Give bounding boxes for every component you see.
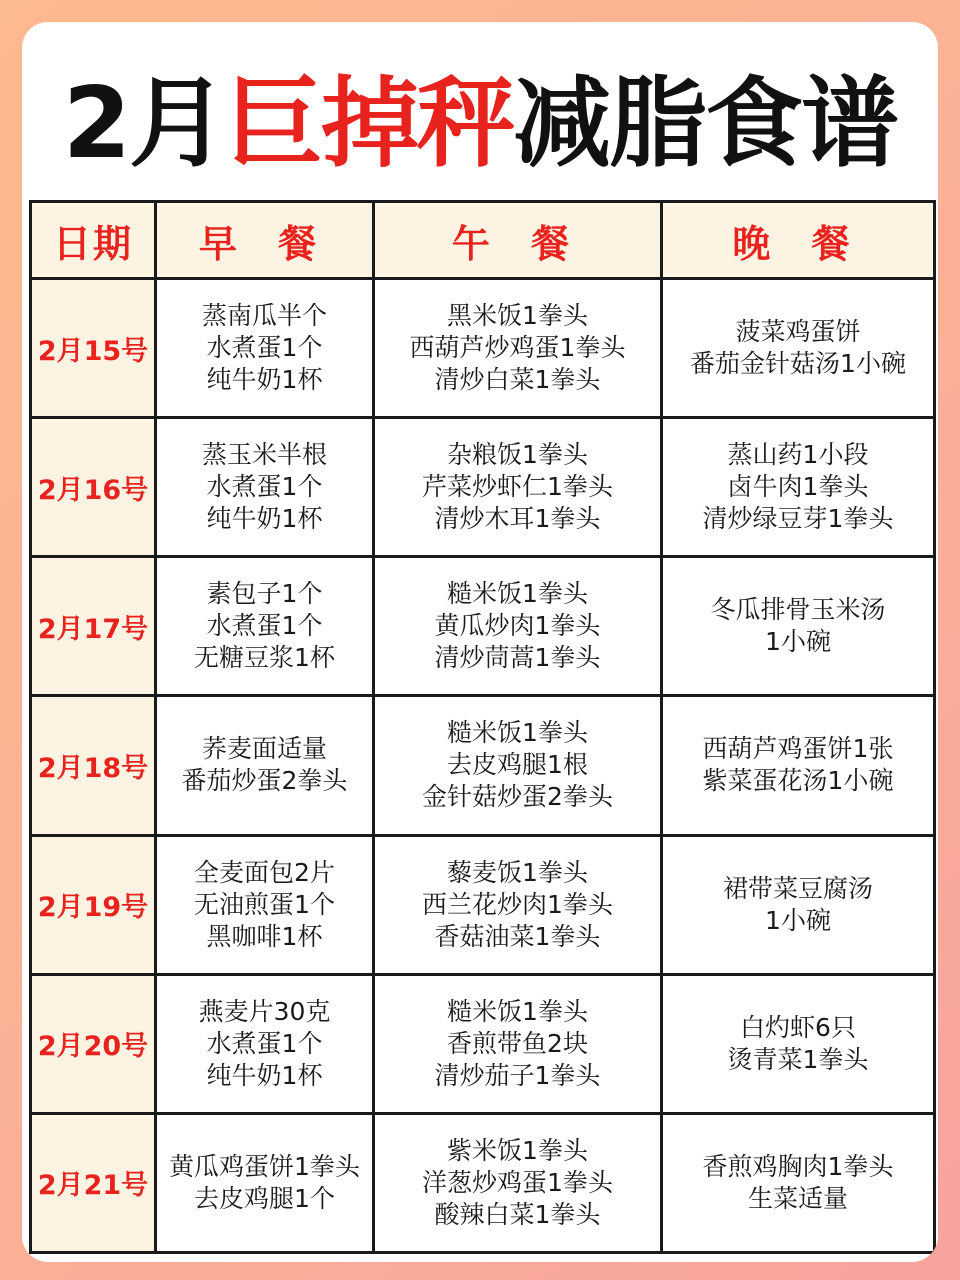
meal-item: 无油煎蛋1个 bbox=[194, 889, 335, 919]
meal-item: 西葫芦鸡蛋饼1张 bbox=[702, 734, 894, 764]
meal-item: 水煮蛋1个 bbox=[206, 472, 323, 502]
meal-item: 糙米饭1拳头 bbox=[447, 996, 588, 1026]
breakfast-cell bbox=[156, 1113, 374, 1252]
lunch-cell bbox=[374, 835, 662, 974]
meal-item: 西兰花炒肉1拳头 bbox=[422, 889, 613, 919]
meal-item: 蒸山药1小段 bbox=[727, 440, 869, 470]
title-highlight: 巨掉秤 bbox=[225, 67, 514, 181]
meal-item: 1小碗 bbox=[765, 627, 831, 657]
meal-item: 裙带菜豆腐汤 bbox=[722, 873, 873, 903]
meal-item: 金针菇炒蛋2拳头 bbox=[422, 782, 613, 812]
row-date: 2月17号 bbox=[31, 557, 156, 696]
lunch-cell bbox=[374, 279, 662, 418]
meal-item: 去皮鸡腿1个 bbox=[194, 1183, 335, 1213]
meal-item: 1小碗 bbox=[765, 905, 831, 935]
meal-item: 番茄炒蛋2拳头 bbox=[181, 766, 348, 796]
meal-item: 去皮鸡腿1根 bbox=[447, 750, 588, 780]
row-date: 2月20号 bbox=[31, 974, 156, 1113]
meal-item: 白灼虾6只 bbox=[740, 1012, 856, 1042]
header-dinner: 晚 餐 bbox=[662, 202, 935, 279]
meal-item: 黄瓜炒肉1拳头 bbox=[434, 611, 601, 641]
meal-item: 清炒茄子1拳头 bbox=[434, 1060, 601, 1090]
meal-item: 素包子1个 bbox=[206, 579, 323, 609]
meal-item: 清炒绿豆芽1拳头 bbox=[702, 504, 894, 534]
meal-item: 水煮蛋1个 bbox=[206, 611, 323, 641]
table-body bbox=[31, 279, 935, 1253]
meal-item: 纯牛奶1杯 bbox=[206, 365, 323, 395]
lunch-cell bbox=[374, 696, 662, 835]
recipe-card bbox=[22, 22, 938, 1262]
meal-item: 紫菜蛋花汤1小碗 bbox=[702, 766, 894, 796]
breakfast-cell bbox=[156, 557, 374, 696]
title-rest: 减脂食谱 bbox=[513, 67, 898, 181]
table-row bbox=[31, 557, 935, 696]
meal-item: 黑米饭1拳头 bbox=[447, 301, 588, 331]
meal-item: 生菜适量 bbox=[747, 1183, 848, 1213]
lunch-cell bbox=[374, 974, 662, 1113]
dinner-cell bbox=[662, 1113, 935, 1252]
meal-item: 纯牛奶1杯 bbox=[206, 1060, 323, 1090]
header-lunch: 午 餐 bbox=[374, 202, 662, 279]
lunch-cell bbox=[374, 418, 662, 557]
header-breakfast: 早 餐 bbox=[156, 202, 374, 279]
breakfast-cell bbox=[156, 835, 374, 974]
meal-item: 芹菜炒虾仁1拳头 bbox=[422, 472, 613, 502]
meal-item: 黑咖啡1杯 bbox=[206, 921, 323, 951]
table-header-row bbox=[31, 202, 935, 279]
row-date: 2月18号 bbox=[31, 696, 156, 835]
dinner-cell bbox=[662, 835, 935, 974]
meal-item: 水煮蛋1个 bbox=[206, 333, 323, 363]
meal-item: 酸辣白菜1拳头 bbox=[434, 1199, 601, 1229]
meal-item: 紫米饭1拳头 bbox=[447, 1135, 588, 1165]
breakfast-cell bbox=[156, 418, 374, 557]
breakfast-cell bbox=[156, 696, 374, 835]
dinner-cell bbox=[662, 557, 935, 696]
meal-item: 清炒白菜1拳头 bbox=[434, 365, 601, 395]
meal-item: 水煮蛋1个 bbox=[206, 1028, 323, 1058]
table-row bbox=[31, 418, 935, 557]
breakfast-cell bbox=[156, 279, 374, 418]
table-row bbox=[31, 1113, 935, 1252]
table-row bbox=[31, 835, 935, 974]
meal-item: 清炒木耳1拳头 bbox=[434, 504, 601, 534]
title-month: 2月 bbox=[62, 67, 226, 181]
header-date: 日期 bbox=[31, 202, 156, 279]
dinner-cell bbox=[662, 974, 935, 1113]
meal-item: 纯牛奶1杯 bbox=[206, 504, 323, 534]
meal-item: 卤牛肉1拳头 bbox=[727, 472, 869, 502]
meal-item: 糙米饭1拳头 bbox=[447, 579, 588, 609]
meal-item: 无糖豆浆1杯 bbox=[194, 643, 335, 673]
meal-item: 清炒茼蒿1拳头 bbox=[434, 643, 601, 673]
table-row bbox=[31, 279, 935, 418]
page-title bbox=[22, 64, 938, 184]
meal-item: 黄瓜鸡蛋饼1拳头 bbox=[169, 1151, 360, 1181]
row-date: 2月21号 bbox=[31, 1113, 156, 1252]
meal-item: 番茄金针菇汤1小碗 bbox=[690, 349, 906, 379]
meal-item: 西葫芦炒鸡蛋1拳头 bbox=[409, 333, 626, 363]
row-date: 2月19号 bbox=[31, 835, 156, 974]
dinner-cell bbox=[662, 418, 935, 557]
meal-item: 烫青菜1拳头 bbox=[727, 1044, 869, 1074]
lunch-cell bbox=[374, 557, 662, 696]
breakfast-cell bbox=[156, 974, 374, 1113]
meal-item: 藜麦饭1拳头 bbox=[447, 857, 588, 887]
row-date: 2月16号 bbox=[31, 418, 156, 557]
meal-item: 杂粮饭1拳头 bbox=[447, 440, 588, 470]
row-date: 2月15号 bbox=[31, 279, 156, 418]
meal-item: 冬瓜排骨玉米汤 bbox=[710, 595, 886, 625]
table-row bbox=[31, 696, 935, 835]
meal-item: 糙米饭1拳头 bbox=[447, 718, 588, 748]
meal-item: 洋葱炒鸡蛋1拳头 bbox=[422, 1167, 613, 1197]
dinner-cell bbox=[662, 696, 935, 835]
meal-item: 全麦面包2片 bbox=[194, 857, 335, 887]
table-row bbox=[31, 974, 935, 1113]
meal-item: 菠菜鸡蛋饼 bbox=[735, 317, 861, 347]
dinner-cell bbox=[662, 279, 935, 418]
meal-item: 香煎鸡胸肉1拳头 bbox=[702, 1151, 894, 1181]
meal-item: 燕麦片30克 bbox=[198, 996, 331, 1026]
lunch-cell bbox=[374, 1113, 662, 1252]
meal-item: 香菇油菜1拳头 bbox=[434, 921, 601, 951]
meal-item: 蒸玉米半根 bbox=[201, 440, 327, 470]
meal-item: 香煎带鱼2块 bbox=[447, 1028, 588, 1058]
meal-item: 荞麦面适量 bbox=[201, 734, 327, 764]
meal-item: 蒸南瓜半个 bbox=[201, 301, 327, 331]
meal-plan-table bbox=[29, 200, 936, 1254]
